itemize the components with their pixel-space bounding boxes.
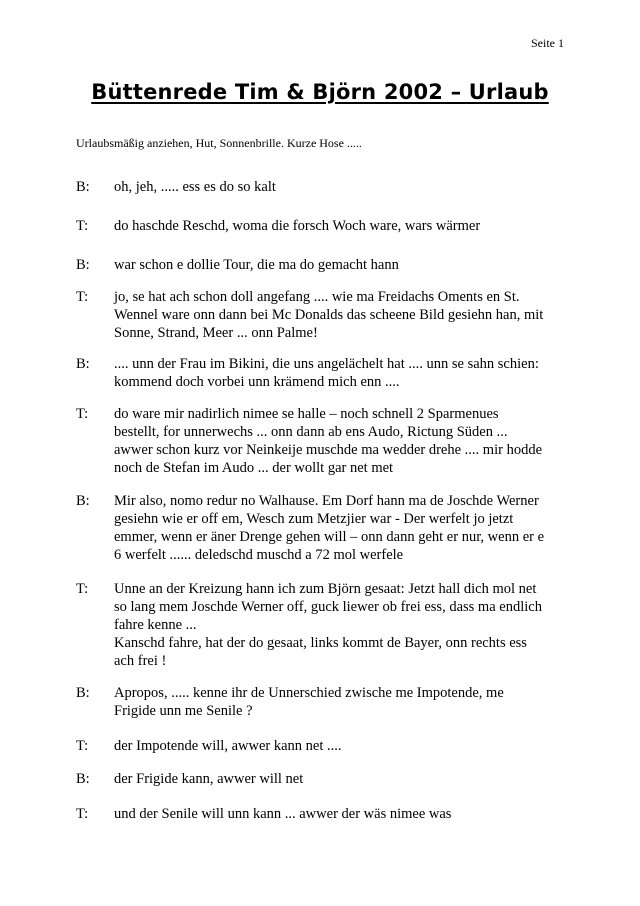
speaker-label: B:	[76, 685, 90, 701]
dialogue-line: Kanschd fahre, hat der do gesaat, links kommt de Bayer, onn rechts ess	[114, 635, 527, 651]
dialogue-line: do ware mir nadirlich nimee se halle – noch schnell 2 Sparmenues	[114, 406, 499, 422]
dialogue-line: war schon e dollie Tour, die ma do gemacht hann	[114, 257, 399, 273]
dialogue-line: und der Senile will unn kann ... awwer der wäs nimee was	[114, 806, 452, 822]
dialogue-text	[114, 684, 574, 720]
dialogue-entry	[76, 580, 576, 670]
dialogue-text	[114, 805, 574, 823]
dialogue-line: awwer schon kurz vor Neinkeije muschde ma wedder drehe .... mir hodde	[114, 442, 543, 458]
dialogue-line: gesiehn wie er off em, Wesch zum Metzjier war - Der werfelt jo jetzt	[114, 511, 514, 527]
dialogue-line: so lang mem Joschde Werner off, guck liewer ob frei ess, dass ma endlich	[114, 599, 542, 615]
speaker-label: B:	[76, 356, 90, 372]
dialogue-entry	[76, 684, 576, 720]
dialogue-text	[114, 770, 574, 788]
speaker-label: B:	[76, 771, 90, 787]
dialogue-text	[114, 178, 574, 196]
dialogue-text	[114, 580, 574, 670]
dialogue-line: noch de Stefan im Audo ... der wollt gar net met	[114, 460, 394, 476]
dialogue-line: jo, se hat ach schon doll angefang .... wie ma Freidachs Oments en St.	[114, 289, 520, 305]
speaker-label: B:	[76, 493, 90, 509]
dialogue-entry	[76, 492, 576, 564]
dialogue-entry	[76, 288, 576, 342]
dialogue-line: Unne an der Kreizung hann ich zum Björn gesaat: Jetzt hall dich mol net	[114, 581, 537, 597]
speaker-label: B:	[76, 179, 90, 195]
speaker-label: T:	[76, 581, 89, 597]
dialogue-line: Sonne, Strand, Meer ... onn Palme!	[114, 325, 318, 341]
dialogue-line: do haschde Reschd, woma die forsch Woch ware, wars wärmer	[114, 218, 481, 234]
speaker-label: T:	[76, 738, 89, 754]
dialogue-line: 6 werfelt ...... deledschd muschd a 72 mol werfele	[114, 547, 404, 563]
speaker-label: T:	[76, 289, 89, 305]
dialogue-text	[114, 217, 574, 235]
dialogue-text	[114, 737, 574, 755]
speaker-label: T:	[76, 406, 89, 422]
dialogue-line: der Frigide kann, awwer will net	[114, 771, 304, 787]
dialogue-text	[114, 288, 574, 342]
page-number: Seite 1	[531, 36, 564, 50]
speaker-label: T:	[76, 218, 89, 234]
dialogue-line: .... unn der Frau im Bikini, die uns angelächelt hat .... unn se sahn schien:	[114, 356, 539, 372]
dialogue-line: fahre kenne ...	[114, 617, 197, 633]
dialogue-line: kommend doch vorbei unn krämend mich enn ....	[114, 374, 400, 390]
dialogue-line: Wennel ware onn dann bei Mc Donalds das scheene Bild gesiehn han, mit	[114, 307, 544, 323]
stage-direction: Urlaubsmäßig anziehen, Hut, Sonnenbrille. Kurze Hose .....	[76, 136, 362, 150]
dialogue-line: Frigide unn me Senile ?	[114, 703, 253, 719]
dialogue-line: ach frei !	[114, 653, 167, 669]
dialogue-entry	[76, 805, 576, 823]
speaker-label: B:	[76, 257, 90, 273]
dialogue-text	[114, 355, 574, 391]
dialogue-entry	[76, 355, 576, 391]
dialogue-line: Mir also, nomo redur no Walhause. Em Dorf hann ma de Joschde Werner	[114, 493, 539, 509]
dialogue-entry	[76, 405, 576, 477]
dialogue-text	[114, 492, 574, 564]
dialogue-line: der Impotende will, awwer kann net ....	[114, 738, 342, 754]
dialogue-text	[114, 256, 574, 274]
dialogue-entry	[76, 178, 576, 196]
document-title: Büttenrede Tim & Björn 2002 – Urlaub	[91, 80, 549, 104]
dialogue-line: Apropos, ..... kenne ihr de Unnerschied zwische me Impotende, me	[114, 685, 504, 701]
dialogue-text	[114, 405, 574, 477]
dialogue-line: oh, jeh, ..... ess es do so kalt	[114, 179, 276, 195]
dialogue-line: bestellt, for unnerwechs ... onn dann ab ens Audo, Rictung Süden ...	[114, 424, 508, 440]
dialogue-entry	[76, 770, 576, 788]
dialogue-line: emmer, wenn er äner Drenge gehen will – onn dann geht er nur, wenn er e	[114, 529, 545, 545]
dialogue-entry	[76, 737, 576, 755]
dialogue-entry	[76, 217, 576, 235]
speaker-label: T:	[76, 806, 89, 822]
dialogue-entry	[76, 256, 576, 274]
